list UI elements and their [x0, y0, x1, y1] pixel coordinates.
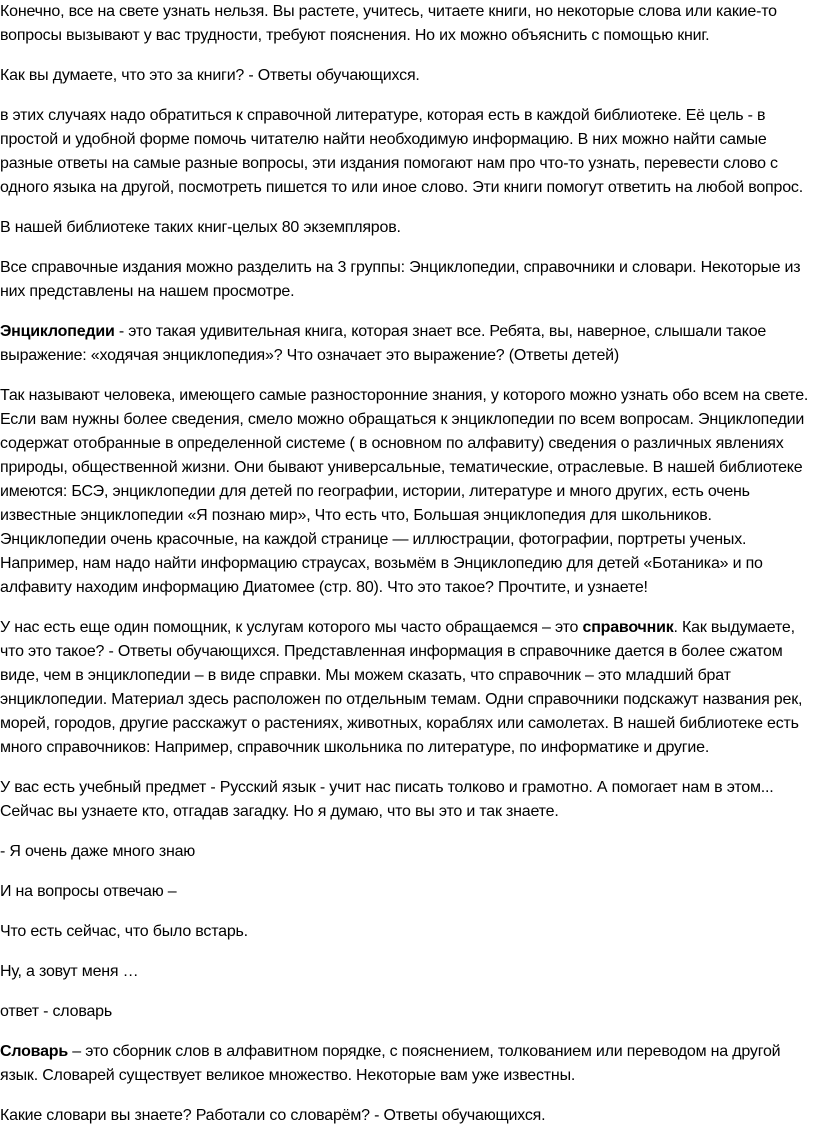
paragraph-dictionary-question: Какие словари вы знаете? Работали со словарём? - Ответы обучающихся. — [0, 1107, 546, 1124]
paragraph-russian-language: У вас есть учебный предмет - Русский язык - учит нас писать толково и грамотно. А помогает нам в этом... Сейчас вы узнаете кто, отгадав загадку. Но я думаю, что вы это и так знаете. — [0, 779, 774, 820]
riddle-line-2: И на вопросы отвечаю – — [0, 883, 177, 900]
paragraph-intro: Конечно, все на свете узнать нельзя. Вы растете, учитесь, читаете книги, но некоторые слова или какие-то вопросы вызывают у вас трудности, требуют пояснения. Но их можно объяснить с помощью книг. — [0, 3, 777, 44]
dictionary-text: – это сборник слов в алфавитном порядке, с пояснением, толкованием или переводом на другой язык. Словарей существует великое множество. Некоторые вам уже известны. — [0, 1043, 781, 1084]
paragraph-groups: Все справочные издания можно разделить на 3 группы: Энциклопедии, справочники и словари. Некоторые из них представлены на нашем просмотре. — [0, 259, 801, 300]
paragraph-encyclopedia-intro — [0, 320, 810, 368]
paragraph-question: Как вы думаете, что это за книги? - Ответы обучающихся. — [0, 67, 420, 84]
riddle-line-4: Ну, а зовут меня … — [0, 963, 139, 980]
handbook-text-after: . Как выдумаете, что это такое? - Ответы обучающихся. Представленная информация в справочнике дается в более сжатом виде, чем в энциклопедии – в виде справки. Мы можем сказать, что справочник – это младший брат энциклопедии. Материал здесь расположен по отдельным темам. Одни справочники подскажут названия рек, морей, городов, другие расскажут о растениях, животных, кораблях или самолетах. В нашей библиотеке есть много справочников: Например, справочник школьника по литературе, по информатике и другие. — [0, 619, 803, 756]
paragraph-encyclopedia-details: Так называют человека, имеющего самые разносторонние знания, у которого можно узнать обо всем на свете. Если вам нужны более сведения, смело можно обращаться к энциклопедии по всем вопросам. Энциклопедии содержат отобранные в определенной системе ( в основном по алфавиту) сведения о различных явлениях природы, общественной жизни. Они бывают универсальные, тематические, отраслевые. В нашей библиотеке имеются: БСЭ, энциклопедии для детей по географии, истории, литературе и много других, есть очень известные энциклопедии «Я познаю мир», Что есть что, Большая энциклопедия для школьников. Энциклопедии очень красочные, на каждой странице — иллюстрации, фотографии, портреты ученых. Например, нам надо найти информацию страусах, возьмём в Энциклопедию для детей «Ботаника» и по алфавиту находим информацию Диатомее (стр. 80). Что это такое? Прочтите, и узнаете! — [0, 387, 809, 596]
paragraph-library-count: В нашей библиотеке таких книг-целых 80 экземпляров. — [0, 219, 401, 236]
paragraph-dictionary — [0, 1040, 810, 1088]
term-encyclopedia: Энциклопедии — [0, 323, 115, 340]
term-dictionary: Словарь — [0, 1043, 69, 1060]
encyclopedia-intro-text: - это такая удивительная книга, которая знает все. Ребята, вы, наверное, слышали такое выражение: «ходячая энциклопедия»? Что означает это выражение? (Ответы детей) — [0, 323, 767, 364]
paragraph-handbook — [0, 616, 810, 760]
riddle-line-3: Что есть сейчас, что было встарь. — [0, 923, 248, 940]
paragraph-reference-literature: в этих случаях надо обратиться к справочной литературе, которая есть в каждой библиотеке. Её цель - в простой и удобной форме помочь читателю найти необходимую информацию. В них можно найти самые разные ответы на самые разные вопросы, эти издания помогают нам про что-то узнать, перевести слово с одного языка на другой, посмотреть пишется то или иное слово. Эти книги помогут ответить на любой вопрос. — [0, 107, 803, 196]
handbook-text-before: У нас есть еще один помощник, к услугам которого мы часто обращаемся – это — [0, 619, 583, 636]
riddle-line-1: - Я очень даже много знаю — [0, 843, 196, 860]
term-handbook: справочник — [582, 619, 674, 636]
riddle-answer: ответ - словарь — [0, 1003, 112, 1020]
